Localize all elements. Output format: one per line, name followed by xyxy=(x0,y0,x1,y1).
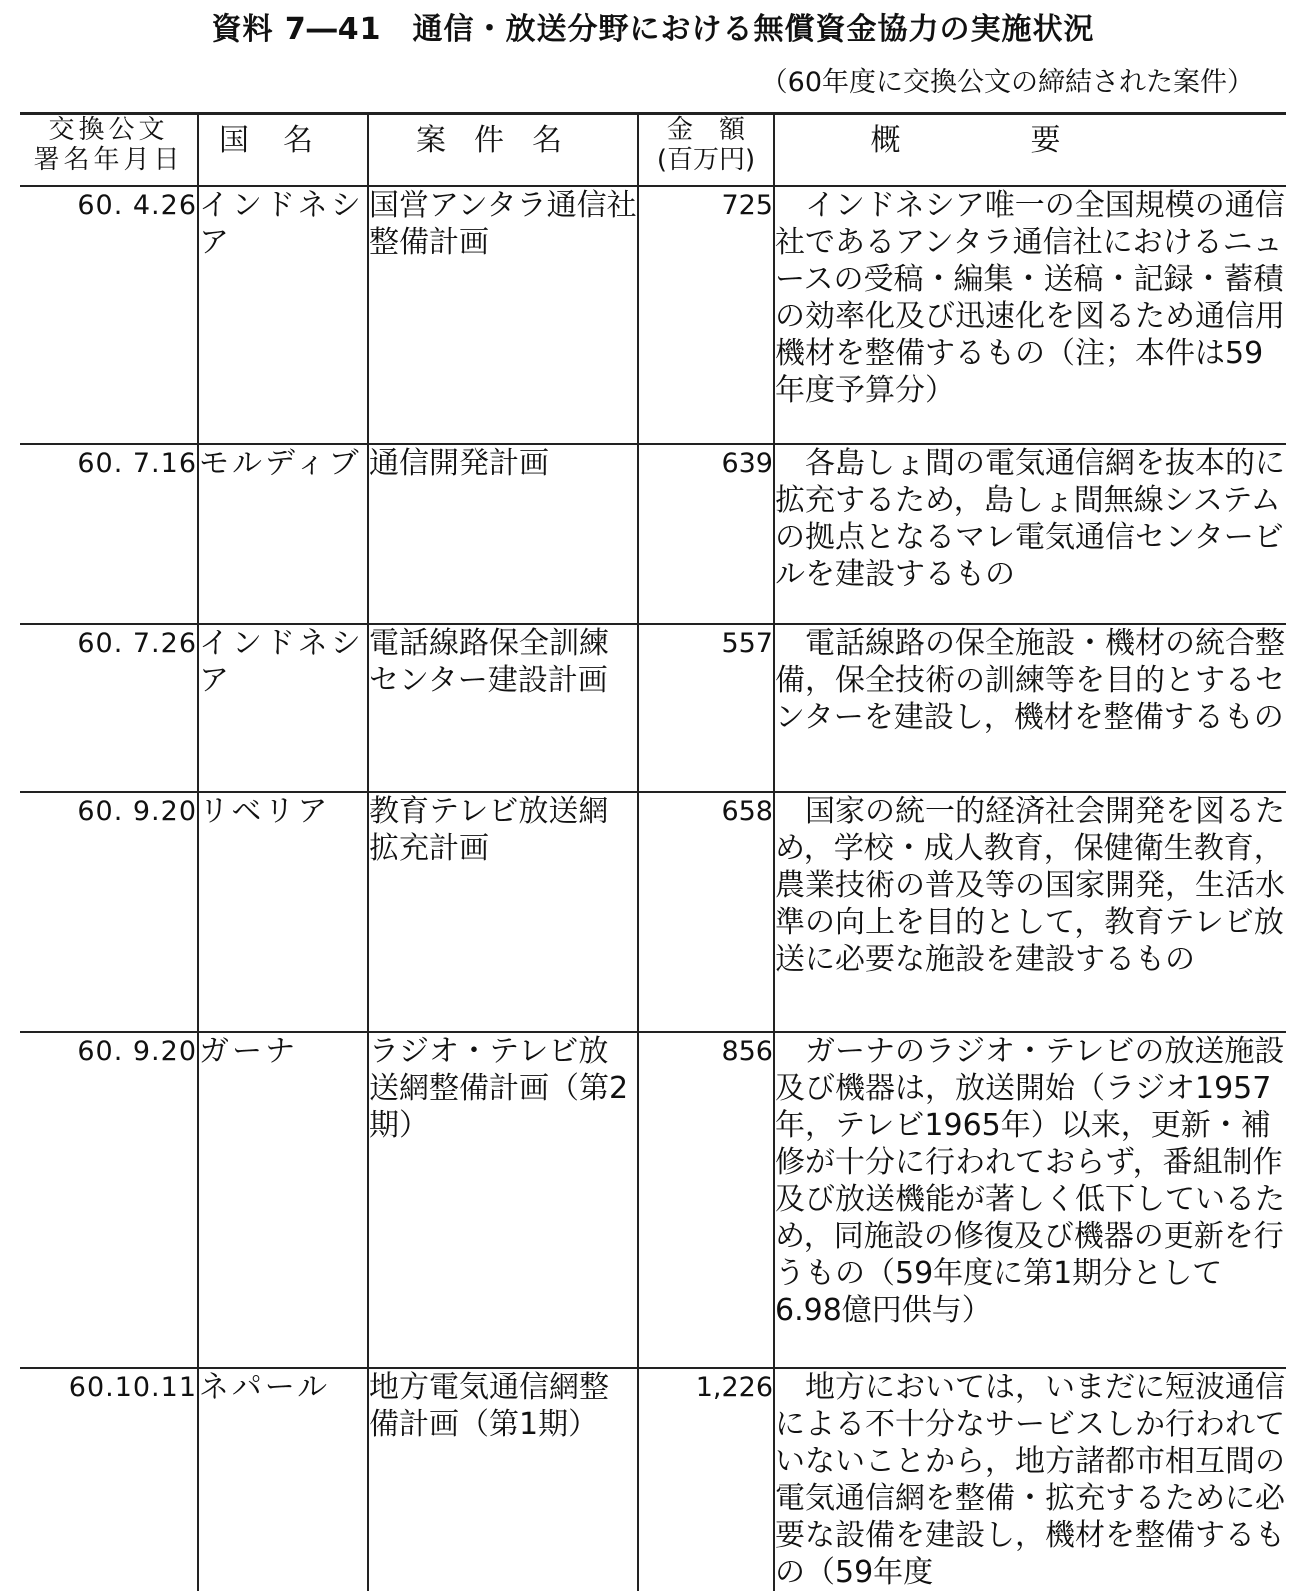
row-date: 60. 4.26 xyxy=(20,186,198,444)
row-amount: 856 xyxy=(638,1032,774,1368)
page-subtitle: （60年度に交換公文の締結された案件） xyxy=(760,67,1254,98)
row-country: ガーナ xyxy=(198,1032,368,1368)
row-amount: 658 xyxy=(638,792,774,1032)
row-amount: 725 xyxy=(638,186,774,444)
grant-aid-table xyxy=(20,112,1286,1591)
header-project xyxy=(368,114,638,186)
table-row xyxy=(20,1368,1286,1591)
row-country: インドネシア xyxy=(198,186,368,444)
row-amount: 1,226 xyxy=(638,1368,774,1591)
row-summary: 各島しょ間の電気通信網を抜本的に拡充するため，島しょ間無線システムの拠点となるマレ電気通信センタービルを建設するもの xyxy=(774,444,1286,624)
header-date-line1: 交換公文 xyxy=(48,115,169,145)
row-amount: 557 xyxy=(638,624,774,792)
row-date: 60. 9.20 xyxy=(20,792,198,1032)
table-row xyxy=(20,186,1286,444)
row-summary: 電話線路の保全施設・機材の統合整備，保全技術の訓練等を目的とするセンターを建設し，機材を整備するもの xyxy=(774,624,1286,792)
row-date: 60. 7.26 xyxy=(20,624,198,792)
row-project: ラジオ・テレビ放送網整備計画（第2期） xyxy=(368,1032,638,1368)
row-project: 電話線路保全訓練センター建設計画 xyxy=(368,624,638,792)
header-row xyxy=(20,114,1286,186)
header-summary xyxy=(774,114,1286,186)
row-country: モルディブ xyxy=(198,444,368,624)
row-country: ネパール xyxy=(198,1368,368,1591)
header-date-line2: 署名年月日 xyxy=(33,145,184,175)
header-amount-line1: 金 額 xyxy=(666,115,745,145)
row-project: 国営アンタラ通信社整備計画 xyxy=(368,186,638,444)
table-row xyxy=(20,624,1286,792)
table-row xyxy=(20,1032,1286,1368)
table-row xyxy=(20,444,1286,624)
row-amount: 639 xyxy=(638,444,774,624)
table-row xyxy=(20,792,1286,1032)
page-title: 資料 7―41 通信・放送分野における無償資金協力の実施状況 xyxy=(211,12,1095,47)
row-summary: ガーナのラジオ・テレビの放送施設及び機器は，放送開始（ラジオ1957年，テレビ1965年）以来，更新・補修が十分に行われておらず，番組制作及び放送機能が著しく低下しているため，同施設の修復及び機器の更新を行うもの（59年度に第1期分として6.98億円供与） xyxy=(774,1032,1286,1368)
row-date: 60. 9.20 xyxy=(20,1032,198,1368)
header-summary-label: 概要 xyxy=(870,123,1191,158)
header-country-label: 国名 xyxy=(219,123,347,158)
header-project-label: 案件名 xyxy=(416,123,590,158)
header-amount xyxy=(638,114,774,186)
row-country: インドネシア xyxy=(198,624,368,792)
row-date: 60.10.11 xyxy=(20,1368,198,1591)
header-country xyxy=(198,114,368,186)
row-project: 地方電気通信網整備計画（第1期） xyxy=(368,1368,638,1591)
row-summary: 国家の統一的経済社会開発を図るため，学校・成人教育，保健衛生教育，農業技術の普及等の国家開発，生活水準の向上を目的として，教育テレビ放送に必要な施設を建設するもの xyxy=(774,792,1286,1032)
row-project: 通信開発計画 xyxy=(368,444,638,624)
header-date xyxy=(20,114,198,186)
header-amount-line2: (百万円) xyxy=(656,145,756,175)
row-summary: 地方においては，いまだに短波通信による不十分なサービスしか行われていないことから，地方諸都市相互間の電気通信網を整備・拡充するために必要な設備を建設し，機材を整備するもの（59年度 xyxy=(775,1369,1285,1590)
row-date: 60. 7.16 xyxy=(20,444,198,624)
row-summary: インドネシア唯一の全国規模の通信社であるアンタラ通信社におけるニュースの受稿・編集・送稿・記録・蓄積の効率化及び迅速化を図るため通信用機材を整備するもの（注；本件は59年度予算分） xyxy=(774,186,1286,444)
row-country: リベリア xyxy=(198,792,368,1032)
row-project: 教育テレビ放送網拡充計画 xyxy=(368,792,638,1032)
